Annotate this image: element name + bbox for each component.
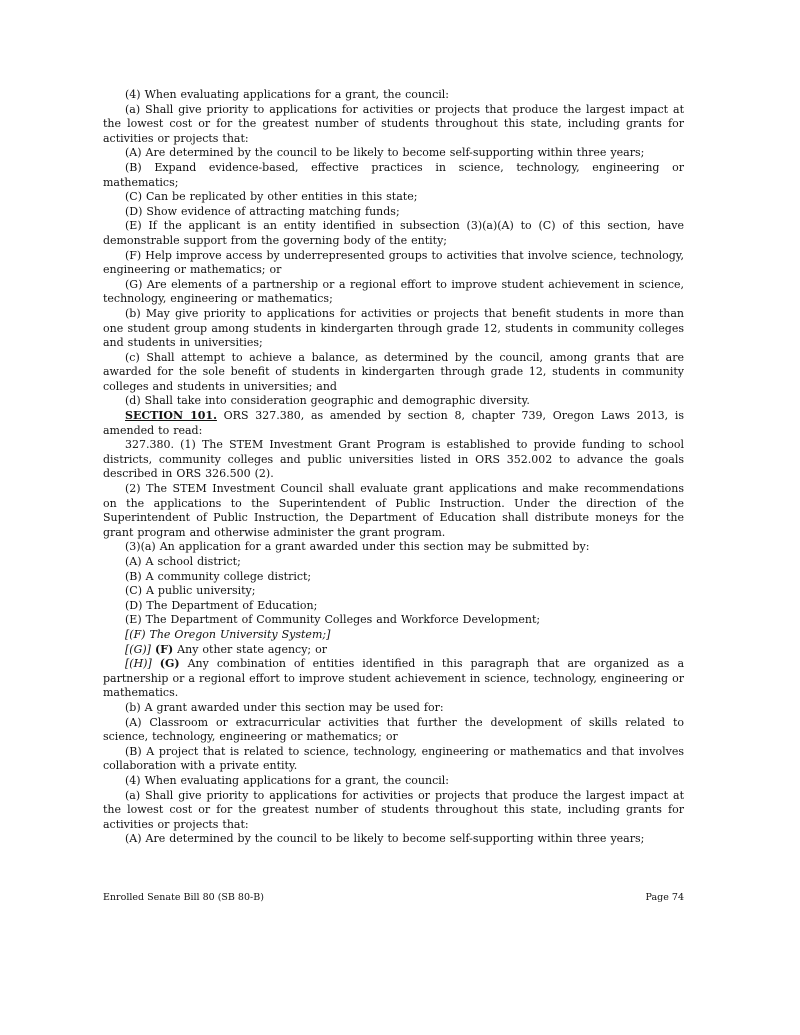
paragraph: (3)(a) An application for a grant awarded under this section may be submitted by: — [125, 540, 590, 554]
footer-bill-name: Enrolled Senate Bill 80 (SB 80-B) — [103, 892, 264, 903]
section-101-paragraph — [103, 409, 684, 438]
paragraph: (D) Show evidence of attracting matching funds; — [125, 204, 400, 218]
page-footer — [103, 892, 684, 903]
paragraph: (A) Classroom or extracurricular activities that further the development of skills related to science, technology, engineering or mathematics; or — [103, 715, 684, 744]
paragraph: (A) Are determined by the council to be likely to become self-supporting within three years; — [125, 146, 645, 160]
line-text: Any other state agency; or — [173, 642, 328, 656]
footer-page-number: Page 74 — [645, 892, 684, 903]
paragraph: (A) A school district; — [125, 555, 241, 568]
paragraph: (a) Shall give priority to applications for activities or projects that produce the largest impact at the lowest cost or for the greatest number of students throughout this state, including grants for activities or projects that: — [103, 102, 684, 145]
paragraph: (C) A public university; — [125, 584, 256, 598]
paragraph: (C) Can be replicated by other entities in this state; — [125, 190, 418, 204]
document-body — [103, 88, 684, 847]
section-heading: SECTION 101. — [125, 409, 217, 423]
paragraph: (A) Are determined by the council to be likely to become self-supporting within three years; — [125, 832, 645, 846]
deleted-text-line: [(F) The Oregon University System;] — [125, 627, 331, 641]
line-text: Any combination of entities identified in this paragraph that are organized as a partnership or a regional effort to improve student achievement in science, technology, engineering or mathematics. — [103, 657, 684, 700]
deleted-text: [(H)] — [125, 657, 152, 671]
paragraph: (d) Shall take into consideration geographic and demographic diversity. — [125, 394, 530, 408]
paragraph: (b) A grant awarded under this section may be used for: — [125, 700, 444, 714]
deleted-text: [(G)] — [125, 642, 151, 656]
paragraph: (G) Are elements of a partnership or a regional effort to improve student achievement in science, technology, engineering or mathematics; — [103, 277, 684, 306]
added-text: (F) — [154, 642, 174, 656]
paragraph: (B) A community college district; — [125, 569, 312, 583]
paragraph: (b) May give priority to applications for activities or projects that benefit students in more than one student group among students in kindergarten through grade 12, students in community colleges and students in universities; — [103, 306, 684, 350]
paragraph: (a) Shall give priority to applications for activities or projects that produce the largest impact at the lowest cost or for the greatest number of students throughout this state, including grants for activities or projects that: — [103, 788, 684, 831]
paragraph: (B) A project that is related to science, technology, engineering or mathematics and that involves collaboration with a private entity. — [103, 744, 684, 773]
paragraph: (B) Expand evidence-based, effective practices in science, technology, engineering or mathematics; — [103, 160, 684, 189]
paragraph: (E) If the applicant is an entity identified in subsection (3)(a)(A) to (C) of this section, have demonstrable support from the governing body of the entity; — [103, 219, 684, 247]
paragraph: (2) The STEM Investment Council shall evaluate grant applications and make recommendations on the applications to the Superintendent of Public Instruction. Under the direction of the Superintendent of Public Instruction, the Department of Education shall distribute moneys for the grant program and otherwise administer the grant program. — [103, 482, 684, 539]
paragraph: (F) Help improve access by underrepresented groups to activities that involve science, technology, engineering or mathematics; or — [103, 248, 684, 277]
amended-line-g — [103, 643, 684, 658]
paragraph: (4) When evaluating applications for a grant, the council: — [125, 773, 449, 787]
paragraph: (D) The Department of Education; — [125, 598, 318, 612]
paragraph: (c) Shall attempt to achieve a balance, as determined by the council, among grants that are awarded for the sole benefit of students in kindergarten through grade 12, students in community colleges and students in universities; and — [103, 350, 684, 393]
section-intro: ORS 327.380, as amended by section 8, chapter 739, Oregon Laws 2013, is amended to read: — [103, 409, 685, 437]
added-text: (G) — [159, 657, 180, 671]
paragraph: (4) When evaluating applications for a grant, the council: — [125, 88, 449, 101]
paragraph: (E) The Department of Community Colleges and Workforce Development; — [125, 613, 541, 627]
paragraph: 327.380. (1) The STEM Investment Grant Program is established to provide funding to school districts, community colleges and public universities listed in ORS 352.002 to advance the goals described in ORS 326.500 (2). — [103, 438, 684, 481]
amended-line-h — [103, 657, 684, 701]
